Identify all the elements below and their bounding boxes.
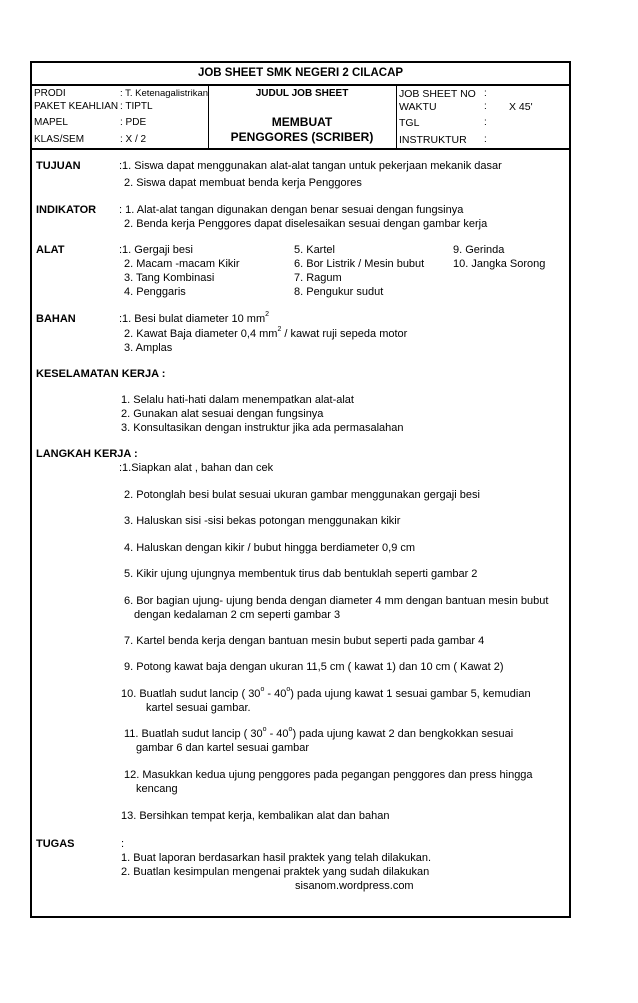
waktu-value: X 45' <box>509 101 533 113</box>
langkah-step: :1.Siapkan alat , bahan dan cek <box>119 462 274 474</box>
alat-item: 7. Ragum <box>294 272 342 284</box>
langkah-step: 13. Bersihkan tempat kerja, kembalikan alat dan bahan <box>121 810 390 822</box>
alat-item: 4. Penggaris <box>124 286 186 298</box>
alat-item: 10. Jangka Sorong <box>453 258 546 270</box>
langkah-step: 10. Buatlah sudut lancip ( 30$^o$ - 40$^o$) pada ujung kawat 1 sesuai gambar 5, kemudian <box>121 686 531 700</box>
bahan-item-2: 2. Kawat Baja diameter 0,4 $mm^2$ / kawat ruji sepeda motor <box>124 326 408 340</box>
title-divider <box>32 84 569 86</box>
paket-value: : TIPTL <box>120 101 153 112</box>
tugas-item: 2. Buatlan kesimpulan mengenai praktek yang sudah dilakukan <box>121 866 430 878</box>
langkah-step-cont: dengan kedalaman 2 cm seperti gambar 3 <box>134 609 341 621</box>
tgl-label: TGL <box>399 117 420 129</box>
keselamatan-label: KESELAMATAN KERJA : <box>36 368 166 380</box>
alat-item: 6. Bor Listrik / Mesin bubut <box>294 258 425 270</box>
langkah-step: 7. Kartel benda kerja dengan bantuan mesin bubut seperti pada gambar 4 <box>124 635 485 647</box>
alat-item: 2. Macam -macam Kikir <box>124 258 240 270</box>
indikator-item-2: 2. Benda kerja Penggores dapat diselesaikan sesuai dengan gambar kerja <box>124 218 488 230</box>
prodi-value: : T. Ketenagalistrikan <box>120 88 209 99</box>
keselamatan-item: 2. Gunakan alat sesuai dengan fungsinya <box>121 408 324 420</box>
tgl-colon: : <box>484 117 487 128</box>
jobno-colon: : <box>484 88 487 99</box>
tugas-colon: : <box>121 838 125 850</box>
header-divider-2 <box>396 86 397 148</box>
langkah-step: 2. Potonglah besi bulat sesuai ukuran gambar menggunakan gergaji besi <box>124 489 480 501</box>
job-sheet <box>30 61 571 918</box>
alat-label: ALAT <box>36 244 65 256</box>
tugas-item: 1. Buat laporan berdasarkan hasil praktek yang telah dilakukan. <box>121 852 432 864</box>
alat-item: 8. Pengukur sudut <box>294 286 384 298</box>
waktu-label: WAKTU <box>399 101 437 113</box>
langkah-step-cont: gambar 6 dan kartel sesuai gambar <box>136 742 310 754</box>
tujuan-item-1: :1. Siswa dapat menggunakan alat-alat tangan untuk pekerjaan mekanik dasar <box>119 160 502 172</box>
tugas-label: TUGAS <box>36 838 75 850</box>
jobno-label: JOB SHEET NO <box>399 88 476 100</box>
instruktur-colon: : <box>484 134 487 145</box>
bahan-item-3: 3. Amplas <box>124 342 173 354</box>
alat-item: 3. Tang Kombinasi <box>124 272 215 284</box>
sheet-title: JOB SHEET SMK NEGERI 2 CILACAP <box>197 67 404 79</box>
keselamatan-item: 3. Konsultasikan dengan instruktur jika ada permasalahan <box>121 422 404 434</box>
judul-line2: PENGGORES (SCRIBER) <box>230 130 374 144</box>
klas-value: : X / 2 <box>120 134 147 145</box>
prodi-label: PRODI <box>34 88 66 99</box>
mapel-label: MAPEL <box>34 117 68 128</box>
judul-label: JUDUL JOB SHEET <box>255 88 349 99</box>
langkah-step: 9. Potong kawat baja dengan ukuran 11,5 cm ( kawat 1) dan 10 cm ( Kawat 2) <box>124 661 504 673</box>
langkah-step: 11. Buatlah sudut lancip ( 30$^o$ - 40$^o$) pada ujung kawat 2 dan bengkokkan sesuai <box>124 726 514 740</box>
langkah-step: 4. Haluskan dengan kikir / bubut hingga berdiameter 0,9 cm <box>124 542 416 554</box>
indikator-label: INDIKATOR <box>36 204 97 216</box>
judul-line1: MEMBUAT <box>271 115 333 129</box>
langkah-step: 5. Kikir ujung ujungnya membentuk tirus dab bentuklah seperti gambar 2 <box>124 568 478 580</box>
langkah-step: 3. Haluskan sisi -sisi bekas potongan menggunakan kikir <box>124 515 401 527</box>
langkah-step: 12. Masukkan kedua ujung penggores pada pegangan penggores dan press hingga <box>124 769 533 781</box>
bahan-label: BAHAN <box>36 313 76 325</box>
mapel-value: : PDE <box>120 117 147 128</box>
header-divider <box>32 148 569 150</box>
waktu-colon: : <box>484 101 487 112</box>
alat-item: 9. Gerinda <box>453 244 505 256</box>
klas-label: KLAS/SEM <box>34 134 85 145</box>
keselamatan-item: 1. Selalu hati-hati dalam menempatkan alat-alat <box>121 394 354 406</box>
langkah-step-cont: kencang <box>136 783 178 795</box>
langkah-step-cont: kartel sesuai gambar. <box>146 702 251 714</box>
tujuan-item-2: 2. Siswa dapat membuat benda kerja Penggores <box>124 177 362 189</box>
alat-item: 5. Kartel <box>294 244 335 256</box>
indikator-item-1: : 1. Alat-alat tangan digunakan dengan benar sesuai dengan fungsinya <box>119 204 464 216</box>
alat-item: :1. Gergaji besi <box>119 244 193 256</box>
bahan-item-1: :1. Besi bulat diameter 10 $mm^2$ <box>119 311 270 325</box>
instruktur-label: INSTRUKTUR <box>399 134 467 146</box>
langkah-step: 6. Bor bagian ujung- ujung benda dengan diameter 4 mm dengan bantuan mesin bubut <box>124 595 549 607</box>
paket-label: PAKET KEAHLIAN <box>34 101 119 112</box>
footer-credit: sisanom.wordpress.com <box>295 880 414 892</box>
tujuan-label: TUJUAN <box>36 160 81 172</box>
langkah-label: LANGKAH KERJA : <box>36 448 138 460</box>
